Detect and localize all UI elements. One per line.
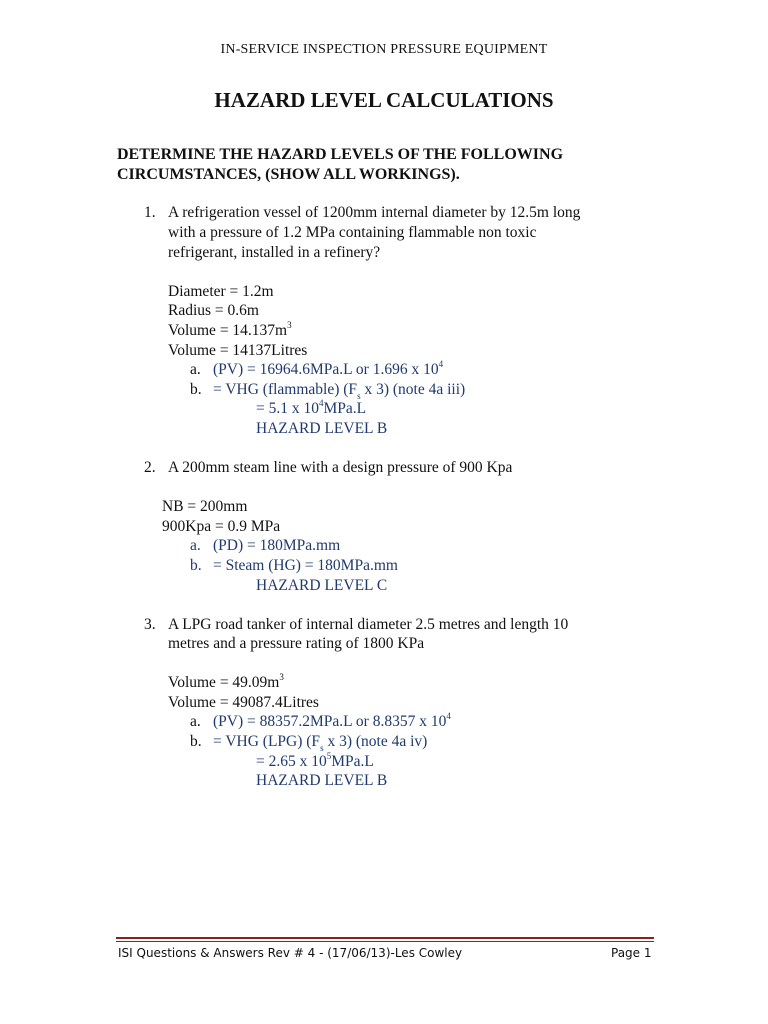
page-title: HAZARD LEVEL CALCULATIONS xyxy=(214,88,554,112)
q2-nb: NB = 200mm xyxy=(162,498,248,515)
q1-a-label: a. xyxy=(190,361,201,378)
q1-diameter: Diameter = 1.2m xyxy=(168,283,274,300)
running-header: IN-SERVICE INSPECTION PRESSURE EQUIPMENT xyxy=(220,42,548,57)
q1-line-1: A refrigeration vessel of 1200mm internal diameter by 12.5m long xyxy=(168,204,581,221)
q2-line-1: A 200mm steam line with a design pressure of 900 Kpa xyxy=(168,459,513,476)
instruction-line-2: CIRCUMSTANCES, (SHOW ALL WORKINGS). xyxy=(117,166,460,183)
instruction-line-1: DETERMINE THE HAZARD LEVELS OF THE FOLLOWING xyxy=(117,146,564,163)
q2-a-pd: (PD) = 180MPa.mm xyxy=(213,537,341,554)
q2-hazard-level: HAZARD LEVEL C xyxy=(256,577,388,594)
q1-volume-litres: Volume = 14137Litres xyxy=(168,342,308,359)
footer-left: ISI Questions & Answers Rev # 4 - (17/06/13)-Les Cowley xyxy=(118,946,463,960)
footer-page-number: Page 1 xyxy=(611,946,652,960)
q1-line-3: refrigerant, installed in a refinery? xyxy=(168,244,381,261)
q3-a-label: a. xyxy=(190,713,201,730)
q3-volume-m3: Volume = $49.09m^3$ xyxy=(168,671,284,691)
q2-b-label: b. xyxy=(190,557,202,574)
q1-b-label: b. xyxy=(190,381,202,398)
q1-number: 1. xyxy=(144,204,156,221)
q1-result: = 5.1 x $10^4MPa.L$ xyxy=(256,397,367,417)
footer-rule-thin xyxy=(116,941,654,942)
q1-line-2: with a pressure of 1.2 MPa containing flammable non toxic xyxy=(168,224,537,241)
q3-number: 3. xyxy=(144,616,156,633)
q3-b-vhg: = VHG (LPG) ($F_s$ x 3) (note 4a iv) xyxy=(213,733,428,754)
q3-b-label: b. xyxy=(190,733,202,750)
q1-hazard-level: HAZARD LEVEL B xyxy=(256,420,388,437)
q1-a-pv: (PV) = 16964.6MPa.L or 1.696 x $10^4$ xyxy=(213,358,444,378)
q2-a-label: a. xyxy=(190,537,201,554)
q3-hazard-level: HAZARD LEVEL B xyxy=(256,772,388,789)
q2-number: 2. xyxy=(144,459,156,476)
q3-line-2: metres and a pressure rating of 1800 KPa xyxy=(168,635,425,652)
q3-line-1: A LPG road tanker of internal diameter 2.5 metres and length 10 xyxy=(168,616,569,633)
q1-radius: Radius = 0.6m xyxy=(168,302,259,319)
q3-volume-litres: Volume = 49087.4Litres xyxy=(168,694,319,711)
q1-b-vhg: = VHG (flammable) ($F_s$ x 3) (note 4a iii) xyxy=(213,381,466,402)
q2-pressure: 900Kpa = 0.9 MPa xyxy=(162,518,281,535)
q3-a-pv: (PV) = 88357.2MPa.L or 8.8357 x $10^4$ xyxy=(213,710,451,730)
footer-rule-thick xyxy=(116,937,654,939)
q3-result: = 2.65 x $10^5MPa.L$ xyxy=(256,750,374,770)
q2-b-steam: = Steam (HG) = 180MPa.mm xyxy=(213,557,398,574)
q1-volume-m3: Volume = $14.137m^3$ xyxy=(168,319,292,339)
